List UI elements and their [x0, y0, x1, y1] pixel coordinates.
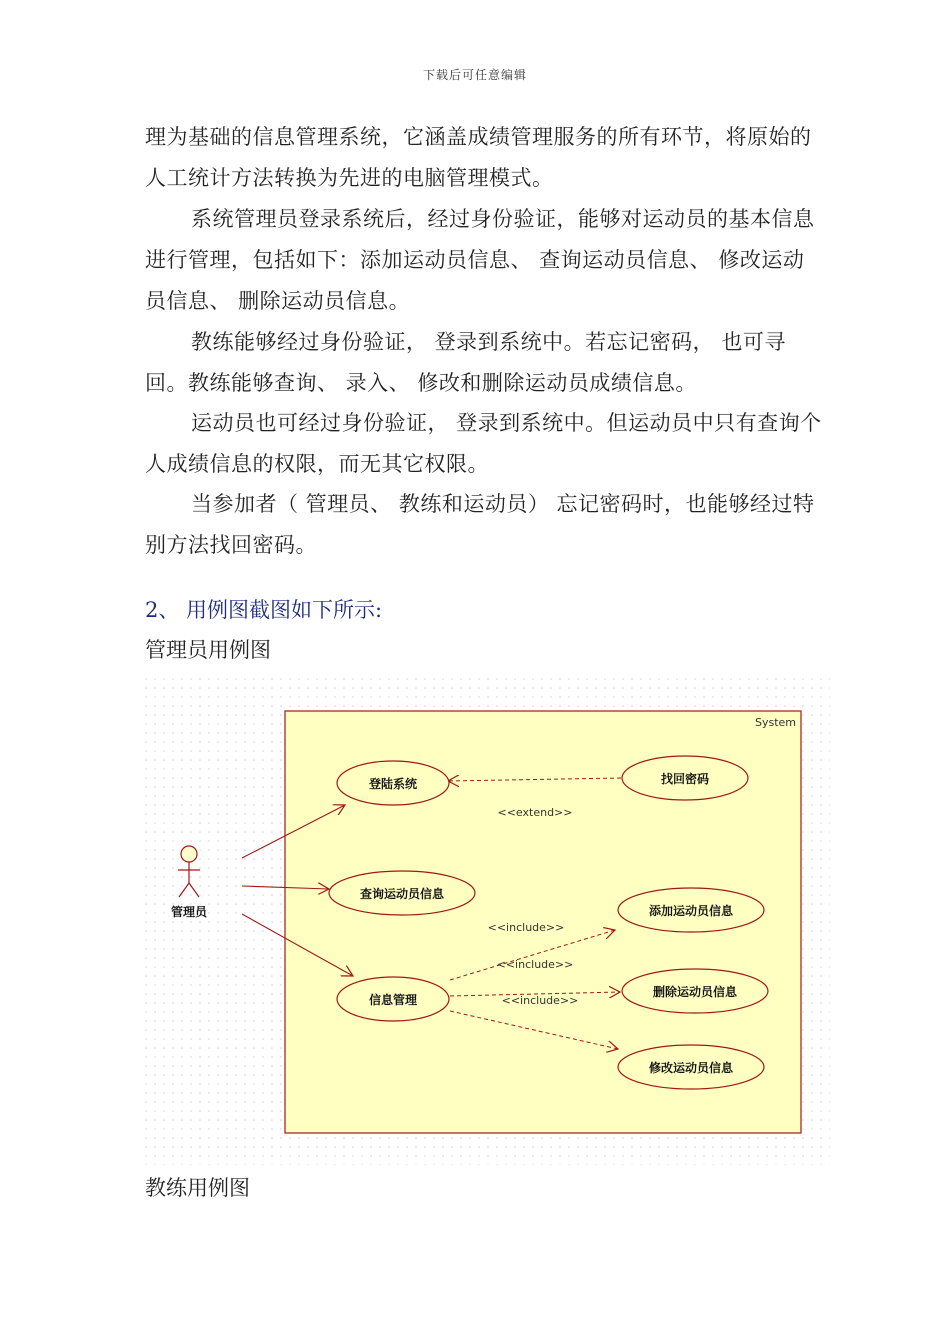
- paragraph-3: 教练能够经过身份验证， 登录到系统中。若忘记密码， 也可寻回。教练能够查询、 录入、 修改和删除运动员成绩信息。: [145, 330, 786, 395]
- use-case-modify: [618, 1045, 764, 1089]
- use-case-query: [329, 871, 475, 915]
- caption-admin-diagram: 管理员用例图: [145, 638, 271, 662]
- use-case-manage-label: 信息管理: [368, 993, 418, 1007]
- page-header: 下载后可任意编辑: [422, 68, 527, 82]
- use-case-login: [337, 761, 449, 805]
- include-label-2: <<include>>: [496, 958, 574, 971]
- use-case-login-label: 登陆系统: [368, 777, 418, 791]
- section-heading: 2、 用例图截图如下所示:: [145, 598, 383, 622]
- actor-label: 管理员: [170, 905, 208, 919]
- use-case-diagram: [145, 678, 830, 1165]
- include-label-1: <<include>>: [487, 921, 565, 934]
- paragraph-2: 系统管理员登录系统后，经过身份验证，能够对运动员的基本信息进行管理，包括如下：添加运动员信息、 查询运动员信息、 修改运动员信息、 删除运动员信息。: [145, 207, 815, 313]
- paragraph-4: 运动员也可经过身份验证， 登录到系统中。但运动员中只有查询个人成绩信息的权限，而无其它权限。: [145, 411, 822, 476]
- use-case-manage: [337, 977, 449, 1021]
- actor-head: [181, 846, 197, 862]
- use-case-add-label: 添加运动员信息: [648, 904, 734, 918]
- include-label-3: <<include>>: [501, 994, 579, 1007]
- use-case-add: [618, 888, 764, 932]
- paragraph-5: 当参加者（ 管理员、 教练和运动员） 忘记密码时，也能够经过特别方法找回密码。: [145, 492, 815, 557]
- paragraph-1: 理为基础的信息管理系统，它涵盖成绩管理服务的所有环节，将原始的人工统计方法转换为先进的电脑管理模式。: [145, 125, 812, 190]
- use-case-recover-label: 找回密码: [660, 772, 710, 786]
- use-case-delete-label: 删除运动员信息: [652, 985, 738, 999]
- use-case-recover-password: [622, 756, 748, 800]
- use-case-query-label: 查询运动员信息: [359, 887, 445, 901]
- use-case-delete: [622, 969, 768, 1013]
- extend-label: <<extend>>: [497, 806, 573, 819]
- caption-coach-diagram: 教练用例图: [145, 1176, 250, 1200]
- system-label: System: [754, 716, 796, 729]
- use-case-modify-label: 修改运动员信息: [648, 1061, 734, 1075]
